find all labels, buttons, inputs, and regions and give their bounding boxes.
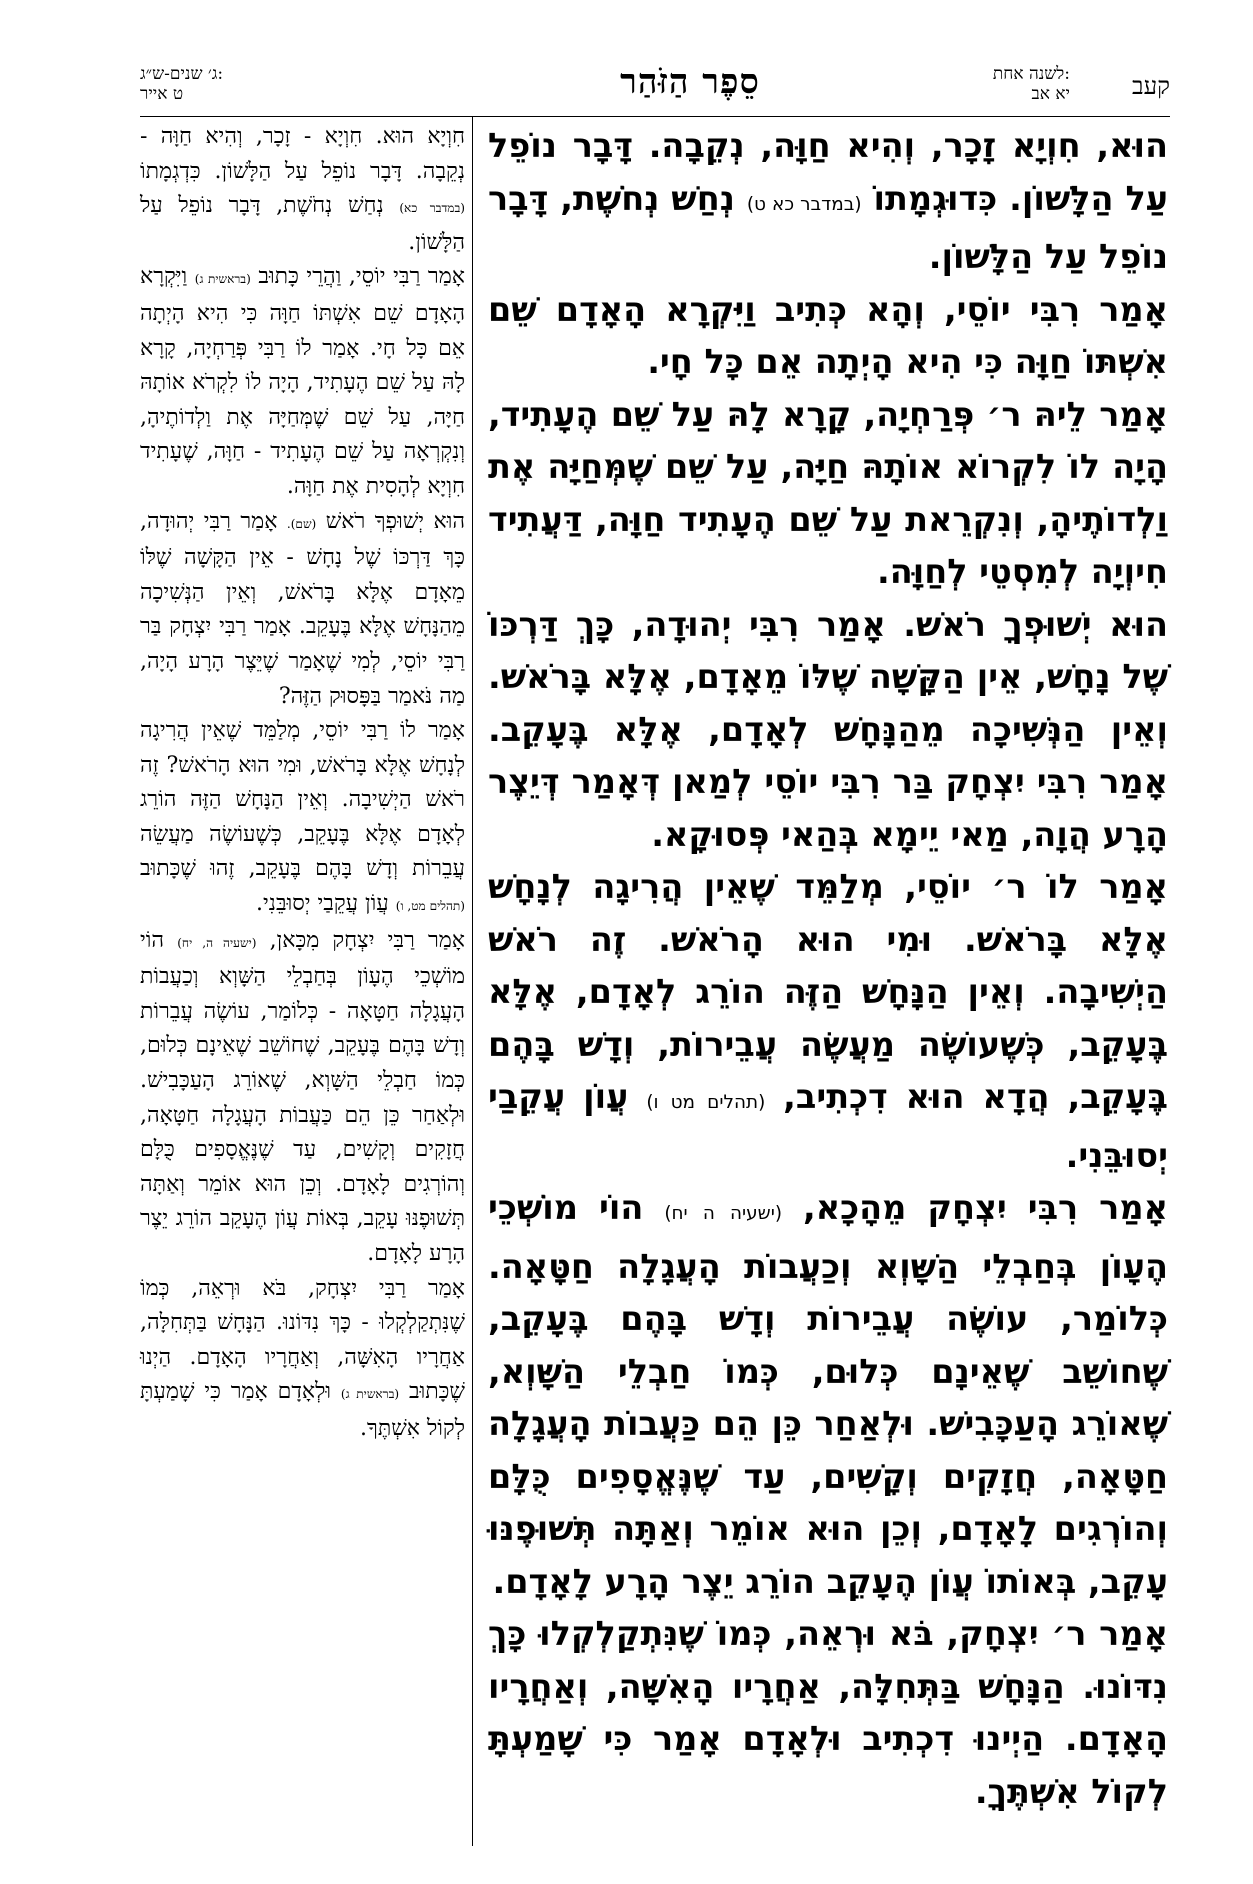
source-reference: (בראשית ג): [340, 1387, 400, 1402]
paragraph: אָמַר לֵיהּ ר׳ פְּרַחְיָה, קָרָא לָהּ עַל שֵׁם הֶעָתִיד, הָיָה לוֹ לִקְרוֹא אוֹתָהּ חַיָּה, עַל שֵׁם שֶׁמְּחַיָּה אֶת וַלְדוֹתֶיהָ, וְנִקְרֵאת עַל שֵׁם הֶעָתִיד חַוָּה, דַּעֲתִיד חִיוְיָה לְמִסְטֵי לְחַוָּה.: [488, 394, 1168, 591]
reading-schedule-one-year: [993, 64, 1070, 104]
page-number: קעב: [1132, 72, 1170, 100]
column-divider: [472, 116, 473, 1846]
source-reference: (שם).: [286, 516, 317, 531]
paragraph: אָמַר לוֹ ר׳ יוֹסֵי, מְלַמֵּד שֶׁאֵין הֲרִיגָה לְנָחָשׁ אֶלָּא בָּרֹאשׁ. וּמִי הוּא הָרֹאשׁ. זֶה רֹאשׁ הַיְשִׁיבָה. וְאֵין הַנָּחָשׁ הַזֶּה הוֹרֵג לְאָדָם, אֶלָּא בֶּעָקֵב, כְּשֶׁעוֹשֶׂה מַעֲשֶׂה עֲבֵירוֹת, וְדָשׁ בָּהֶם בֶּעָקֵב, הֲדָא הוּא דִכְתִיב, (תהלים מט ו) עֲוֹן עֲקֵבַי יְסוּבֵּנִי.: [488, 867, 1168, 1175]
source-reference: (תהלים מט ו): [646, 1092, 766, 1113]
schedule-label: לשנה אחת:: [992, 64, 1070, 84]
paragraph: אָמַר ר׳ יִצְחָק, בֹּא וּרְאֵה, כְּמוֹ שֶׁנִּתְקַלְקְלוּ כָּךְ נִדּוֹנוּ. הַנָּחָשׁ בַּתְּחִלָּה, אַחֲרָיו הָאִשָּׁה, וְאַחֲרָיו הָאָדָם. הַיְינוּ דִכְתִיב וּלְאָדָם אָמַר כִּי שָׁמַעְתָּ לְקוֹל אִשְׁתֶּךָ.: [488, 1614, 1168, 1811]
paragraph: הוּא יְשׁוּפְךָ רֹאשׁ (שם). אָמַר רַבִּי יְהוּדָה, כָּךְ דַּרְכּוֹ שֶׁל נָחָשׁ - אֵין הַקָּשָׁה שֶׁלּוֹ מֵאָדָם אֶלָּא בָּרֹאשׁ, וְאֵין הַנְּשִׁיכָה מֵהַנָּחָשׁ אֶלָּא בֶּעָקֵב. אָמַר רַבִּי יִצְחָק בַּר רַבִּי יוֹסֵי, לְמִי שֶׁאָמַר שֶׁיֵּצֶר הָרָע הָיָה, מַה נֹּאמַר בַּפָּסוּק הַזֶּה?: [140, 508, 465, 709]
source-reference: (תהלים מט, ו): [395, 899, 465, 914]
source-reference: (ישעיה ה יח): [664, 1203, 783, 1224]
book-title: סֵפֶר הַזֹּהַר: [620, 62, 760, 102]
paragraph: אָמַר רִבִּי יִצְחָק מֵהָכָא, (ישעיה ה יח) הוֹי מוֹשְׁכֵי הֶעָוֹן בְּחַבְלֵי הַשָּׁוְא וְכַעֲבוֹת הָעֲגָלָה חַטָּאָה. כְּלוֹמַר, עוֹשֶׂה עֲבֵירוֹת וְדָשׁ בָּהֶם בֶּעָקֵב, שֶׁחוֹשֵׁב שֶׁאֵינָם כְּלוּם, כְּמוֹ חַבְלֵי הַשָּׁוְא, שֶׁאוֹרֵג הָעַכָּבִישׁ. וּלְאַחַר כֵּן הֵם כַּעֲבוֹת הָעֲגָלָה חַטָּאָה, חֲזָקִים וְקָשִׁים, עַד שֶׁנֶּאֱסָפִים כֻּלָּם וְהוֹרְגִים לָאָדָם, וְכֵן הוּא אוֹמֵר וְאַתָּה תְּשׁוּפֶנּוּ עָקֵב, בְּאוֹתוֹ עֲוֹן הֶעָקֵב הוֹרֵג יֵצֶר הָרָע לָאָדָם.: [488, 1188, 1168, 1601]
paragraph: אָמַר רַבִּי יִצְחָק, בֹּא וּרְאֵה, כְּמוֹ שֶׁנִּתְקַלְקְלוּ - כָּךְ נִדּוֹנוּ. הַנָּחָשׁ בַּתְּחִלָּה, אַחֲרָיו הָאִשָּׁה, וְאַחֲרָיו הָאָדָם. הַיְנוּ שֶׁכָּתוּב (בראשית ג) וּלְאָדָם אָמַר כִּי שָׁמַעְתָּ לְקוֹל אִשְׁתֶּךָ.: [140, 1275, 465, 1441]
schedule-date: יא אב: [1031, 84, 1070, 104]
source-reference: (במדבר כא ט): [746, 193, 862, 215]
source-reference: (במדבר כא): [399, 201, 465, 216]
source-reference: (בראשית ג): [194, 272, 251, 287]
page-header: [140, 62, 1170, 114]
paragraph: אָמַר רַבִּי יוֹסֵי, וַהֲרֵי כָּתוּב (בראשית ג) וַיִּקְרָא הָאָדָם שֵׁם אִשְׁתּוֹ חַוָּה כִּי הִיא הָיְתָה אֵם כָּל חָי. אָמַר לוֹ רַבִּי פְּרַחְיָה, קָרָא לָהּ עַל שֵׁם הֶעָתִיד, הָיָה לוֹ לִקְרֹא אוֹתָהּ חַיָּה, עַל שֵׁם שֶׁמְּחַיָּה אֶת וַלְדוֹתֶיהָ, וְנִקְרְאָה עַל שֵׁם הֶעָתִיד - חַוָּה, שֶׁעָתִיד חִוְיָא לְהָסִית אֶת חַוָּה.: [140, 264, 465, 499]
translation-column: [140, 120, 465, 1447]
paragraph: חִוְיָא הוּא. חִוְיָא - זָכָר, וְהִיא חַוָּה - נְקֵבָה. דָּבָר נוֹפֵל עַל הַלָּשׁוֹן. כִּדְגְמָתוֹ (במדבר כא) נְחַשׁ נְחֹשֶׁת, דָּבָר נוֹפֵל עַל הַלָּשׁוֹן.: [140, 124, 465, 255]
paragraph: אָמַר רַבִּי יִצְחָק מִכָּאן, (ישעיה ה, יח) הוֹי מוֹשְׁכֵי הֶעָוֹן בְּחַבְלֵי הַשָּׁוְא וְכַעֲבוֹת הָעֲגָלָה חַטָּאָה - כְּלוֹמַר, עוֹשֶׂה עֲבֵרוֹת וְדָשׁ בָּהֶם בֶּעָקֵב, שֶׁחוֹשֵׁב שֶׁאֵינָם כְּלוּם, כְּמוֹ חַבְלֵי הַשָּׁוְא, שֶׁאוֹרֵג הָעַכָּבִישׁ. וּלְאַחַר כֵּן הֵם כַּעֲבוֹת הָעֲגָלָה חַטָּאָה, חֲזָקִים וְקָשִׁים, עַד שֶׁנֶּאֱסָפִים כֻּלָּם וְהוֹרְגִים לָאָדָם. וְכֵן הוּא אוֹמֵר וְאַתָּה תְּשׁוּפֶנּוּ עָקֵב, בְּאוֹת עֲוֹן הֶעָקֵב הוֹרֵג יֵצֶר הָרָע לָאָדָם.: [140, 927, 465, 1266]
paragraph: אָמַר לוֹ רַבִּי יוֹסֵי, מְלַמֵּד שֶׁאֵין הֲרִיגָה לְנָחָשׁ אֶלָּא בָּרֹאשׁ, וּמִי הוּא הָרֹאשׁ? זֶה רֹאשׁ הַיְשִׁיבָה. וְאֵין הַנָּחָשׁ הַזֶּה הוֹרֵג לְאָדָם אֶלָּא בֶּעָקֵב, כְּשֶׁעוֹשֶׂה מַעֲשֵׂה עֲבֵרוֹת וְדָשׁ בָּהֶם בֶּעָקֵב, זֶהוּ שֶׁכָּתוּב (תהלים מט, ו) עֲוֹן עֲקֵבַי יְסוּבֵּנִי.: [140, 718, 465, 917]
paragraph: הוּא, חִוְיָא זָכָר, וְהִיא חַוָּה, נְקֵבָה. דָּבָר נוֹפֵל עַל הַלָּשׁוֹן. כִּדוּגְמָתוֹ (במדבר כא ט) נְחַשׁ נְחֹשֶׁת, דָּבָר נוֹפֵל עַל הַלָּשׁוֹן.: [488, 126, 1168, 276]
paragraph: אָמַר רִבִּי יוֹסֵי, וְהָא כְּתִיב וַיִּקְרָא הָאָדָם שֵׁם אִשְׁתּוֹ חַוָּה כִּי הִיא הָיְתָה אֵם כָּל חָי.: [488, 289, 1168, 381]
paragraph: הוּא יְשׁוּפְךָ רֹאשׁ. אָמַר רִבִּי יְהוּדָה, כָּךְ דַּרְכּוֹ שֶׁל נָחָשׁ, אֵין הַקָּשָׁה שֶׁלּוֹ מֵאָדָם, אֶלָּא בָּרֹאשׁ. וְאֵין הַנְּשִׁיכָה מֵהַנָּחָשׁ לְאָדָם, אֶלָּא בֶּעָקֵב. אָמַר רִבִּי יִצְחָק בַּר רִבִּי יוֹסֵי לְמַאן דְּאָמַר דְּיֵצֶר הָרָע הֲוָה, מַאי יֵימָא בְּהַאי פְּסוּקָא.: [488, 604, 1168, 854]
main-text-column: [488, 120, 1168, 1818]
header-rule: [140, 116, 1170, 117]
source-reference: (ישעיה ה, יח): [177, 935, 257, 950]
schedule-label: ג׳ שנים-ש״ג:: [140, 64, 224, 84]
reading-schedule-three-years: [140, 64, 223, 104]
schedule-date: ט אייר: [140, 84, 184, 104]
